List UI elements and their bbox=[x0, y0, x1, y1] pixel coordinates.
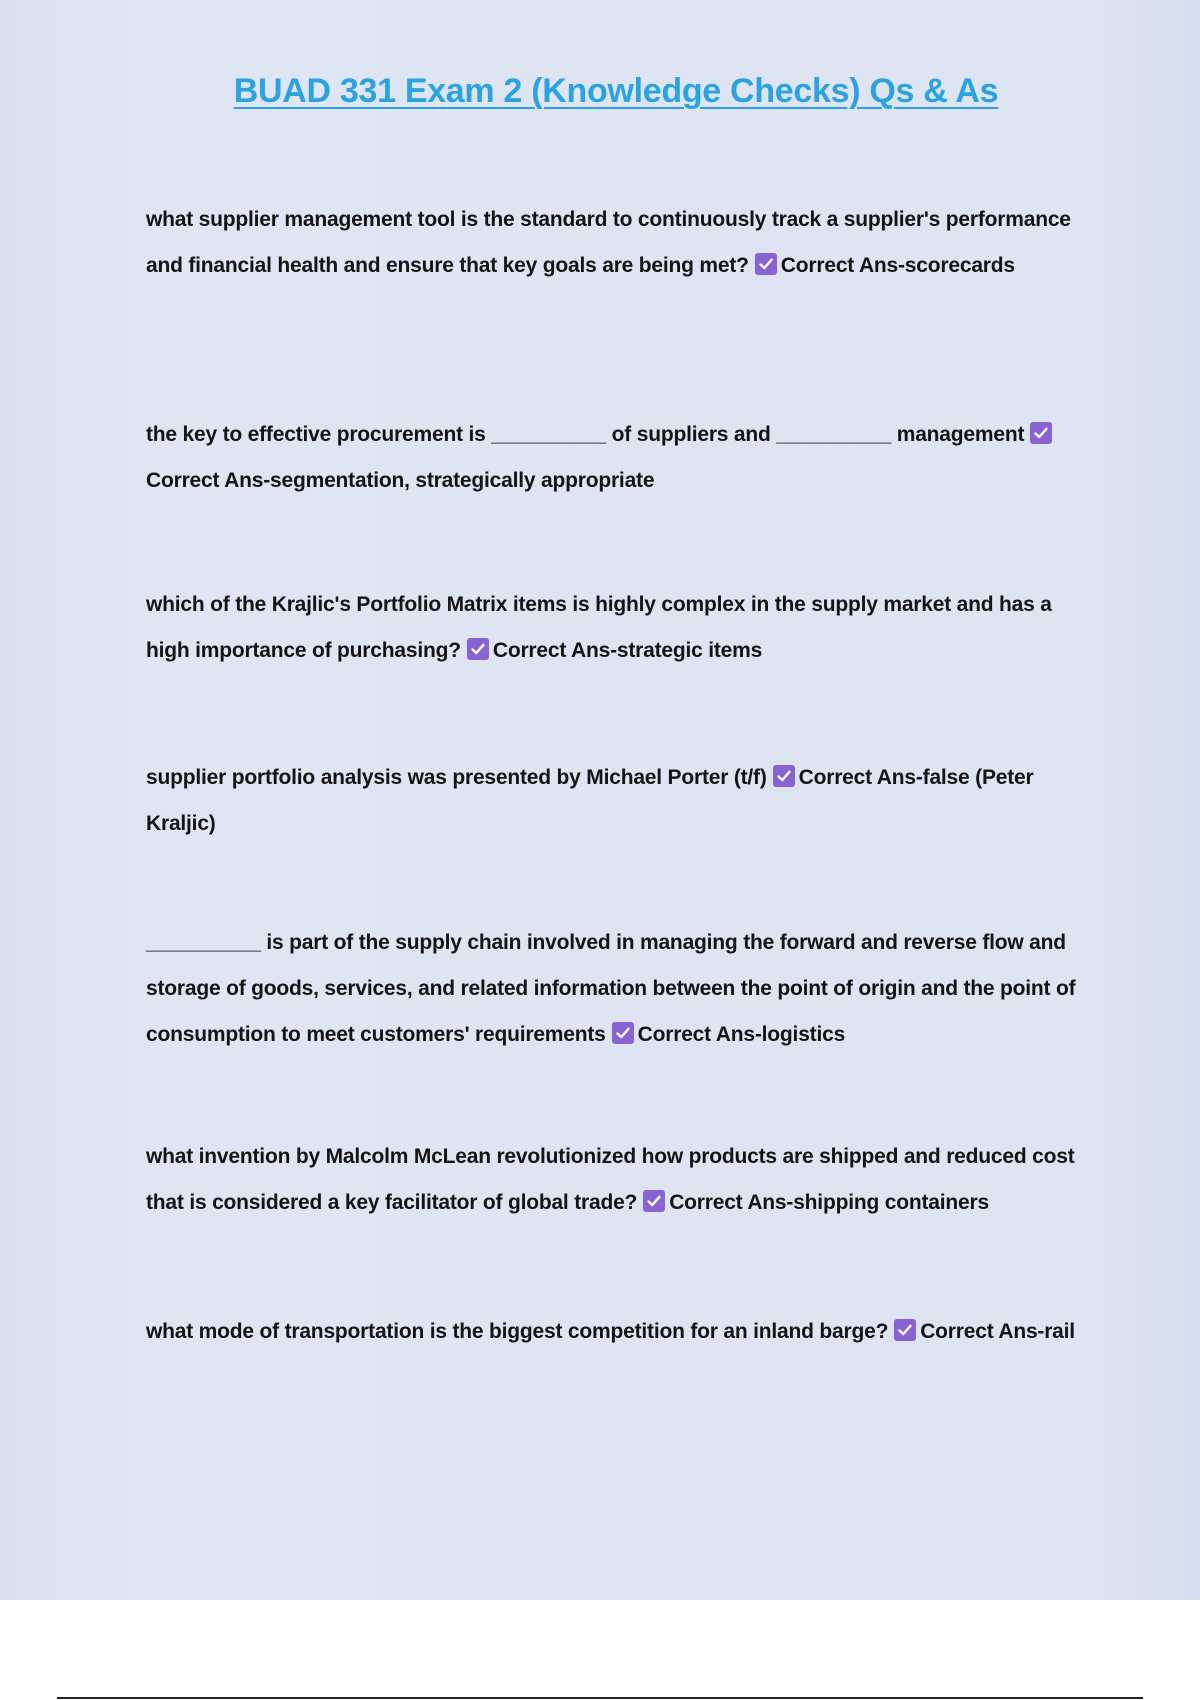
answer-text: Correct Ans-shipping containers bbox=[669, 1191, 989, 1214]
document-title bbox=[0, 72, 1200, 111]
qa-item-1 bbox=[146, 197, 1076, 289]
answer-text: Correct Ans-false (Peter Kraljic) bbox=[146, 766, 1034, 835]
checked-checkbox-icon bbox=[773, 765, 795, 787]
question-text: what mode of transportation is the biggest competition for an inland barge? bbox=[146, 1320, 889, 1343]
answer-text: Correct Ans-segmentation, strategically appropriate bbox=[146, 469, 655, 492]
checked-checkbox-icon bbox=[894, 1319, 916, 1341]
checked-checkbox-icon bbox=[1030, 422, 1052, 444]
answer-text: Correct Ans-logistics bbox=[637, 1023, 846, 1046]
checked-checkbox-icon bbox=[643, 1190, 665, 1212]
checked-checkbox-icon bbox=[467, 638, 489, 660]
qa-item-5 bbox=[146, 920, 1076, 1058]
question-text: what supplier management tool is the standard to continuously track a supplier's performance and financial health and ensure that key goals are being met? bbox=[146, 208, 1071, 277]
qa-item-4 bbox=[146, 755, 1076, 847]
qa-item-6 bbox=[146, 1134, 1076, 1226]
answer-text: Correct Ans-strategic items bbox=[492, 639, 763, 662]
question-text: __________ is part of the supply chain involved in managing the forward and reverse flow and storage of goods, services, and related information between the point of origin and the point of consumption to meet customers' requirements bbox=[146, 931, 1076, 1046]
question-text: supplier portfolio analysis was presented by Michael Porter (t/f) bbox=[146, 766, 767, 789]
qa-item-7 bbox=[146, 1309, 1076, 1355]
checked-checkbox-icon bbox=[612, 1022, 634, 1044]
question-text: the key to effective procurement is __________ of suppliers and __________ management bbox=[146, 423, 1025, 446]
checked-checkbox-icon bbox=[755, 253, 777, 275]
answer-text: Correct Ans-scorecards bbox=[780, 254, 1015, 277]
footer-divider bbox=[57, 1697, 1143, 1699]
answer-text: Correct Ans-rail bbox=[920, 1320, 1075, 1343]
question-text: which of the Krajlic's Portfolio Matrix items is highly complex in the supply market and has a high importance of purchasing? bbox=[146, 593, 1052, 662]
qa-item-2 bbox=[146, 412, 1076, 504]
qa-item-3 bbox=[146, 582, 1076, 674]
question-text: what invention by Malcolm McLean revolutionized how products are shipped and reduced cost that is considered a key facilitator of global trade? bbox=[146, 1145, 1075, 1214]
document-title-text: BUAD 331 Exam 2 (Knowledge Checks) Qs & As bbox=[233, 72, 999, 110]
